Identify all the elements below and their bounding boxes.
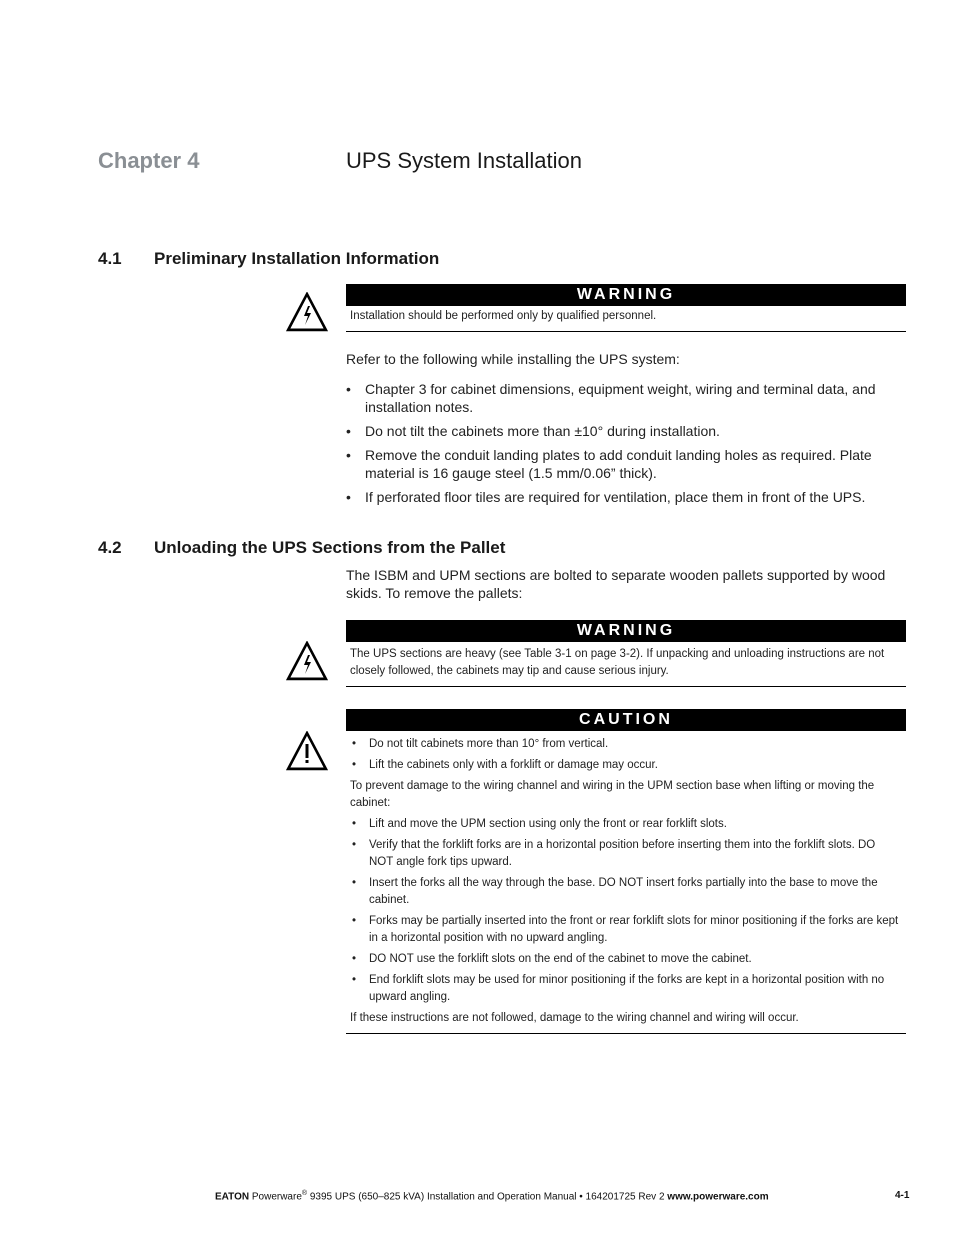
exclamation-caution-icon xyxy=(286,731,328,771)
section-number: 4.1 xyxy=(98,249,122,268)
electric-shock-warning-icon xyxy=(286,292,328,332)
warning-box xyxy=(346,620,906,687)
list-item: • End forklift slots may be used for minor positioning if the forks are kept in a horizontal position with no upward angling. xyxy=(350,972,902,1006)
page-number: 4-1 xyxy=(895,1190,910,1201)
list-item: • Do not tilt the cabinets more than ±10° during installation. xyxy=(346,422,916,440)
footer-url: www.powerware.com xyxy=(667,1191,769,1203)
chapter-label: Chapter 4 xyxy=(98,148,200,173)
list-item: • DO NOT use the forklift slots on the end of the cabinet to move the cabinet. xyxy=(350,951,902,968)
list-item: • Remove the conduit landing plates to add conduit landing holes as required. Plate material is 16 gauge steel (1.5 mm/0.06” thick). xyxy=(346,446,916,482)
electric-shock-warning-icon xyxy=(286,641,328,681)
caution-body xyxy=(346,731,906,1034)
footer-text xyxy=(215,1190,769,1202)
warning-text xyxy=(346,642,906,687)
section-title: Unloading the UPS Sections from the Pallet xyxy=(154,538,506,557)
chapter-title: UPS System Installation xyxy=(346,148,582,173)
list-item: • Forks may be partially inserted into the front or rear forklift slots for minor positioning if the forks are kept in a horizontal position with no upward angling. xyxy=(350,913,902,947)
caution-list xyxy=(350,816,902,1006)
warning-message: Installation should be performed only by qualified personnel. xyxy=(350,310,657,322)
warning-text xyxy=(346,306,906,332)
list-item: • Lift and move the UPM section using only the front or rear forklift slots. xyxy=(350,816,902,833)
caution-box xyxy=(346,709,906,1034)
intro-paragraph: The ISBM and UPM sections are bolted to separate wooden pallets supported by wood skids. To remove the pallets: xyxy=(346,567,886,601)
warning-header: WARNING xyxy=(346,620,906,642)
list-item: • If perforated floor tiles are required for ventilation, place them in front of the UPS. xyxy=(346,488,916,506)
warning-header: WARNING xyxy=(346,284,906,306)
footer-product: Powerware xyxy=(251,1191,302,1203)
requirements-list xyxy=(346,380,916,512)
caution-paragraph: To prevent damage to the wiring channel and wiring in the UPM section base when lifting or moving the cabinet: xyxy=(350,780,875,809)
list-item: • Insert the forks all the way through the base. DO NOT insert forks partially into the base to move the cabinet. xyxy=(350,875,902,909)
caution-header: CAUTION xyxy=(346,709,906,731)
footer-brand: EATON xyxy=(215,1191,250,1203)
footer-registered: ® xyxy=(301,1190,308,1197)
warning-box xyxy=(346,284,906,332)
section-number: 4.2 xyxy=(98,538,122,557)
footer-manual: 9395 UPS (650–825 kVA) Installation and Operation Manual • 164201725 Rev 2 xyxy=(307,1191,668,1203)
intro-paragraph: Refer to the following while installing the UPS system: xyxy=(346,351,680,367)
section-title: Preliminary Installation Information xyxy=(154,249,440,268)
list-item: • Lift the cabinets only with a forklift or damage may occur. xyxy=(350,757,902,774)
warning-message: The UPS sections are heavy (see Table 3-1 on page 3-2). If unpacking and unloading instructions are not closely followed, the cabinets may tip and cause serious injury. xyxy=(350,648,885,677)
list-item: • Chapter 3 for cabinet dimensions, equipment weight, wiring and terminal data, and installation notes. xyxy=(346,380,916,416)
caution-closing: If these instructions are not followed, damage to the wiring channel and wiring will occur. xyxy=(350,1012,799,1024)
list-item: • Do not tilt cabinets more than 10° from vertical. xyxy=(350,736,902,753)
caution-list xyxy=(350,736,902,774)
list-item: • Verify that the forklift forks are in a horizontal position before inserting them into the forklift slots. DO NOT angle fork tips upward. xyxy=(350,837,902,871)
